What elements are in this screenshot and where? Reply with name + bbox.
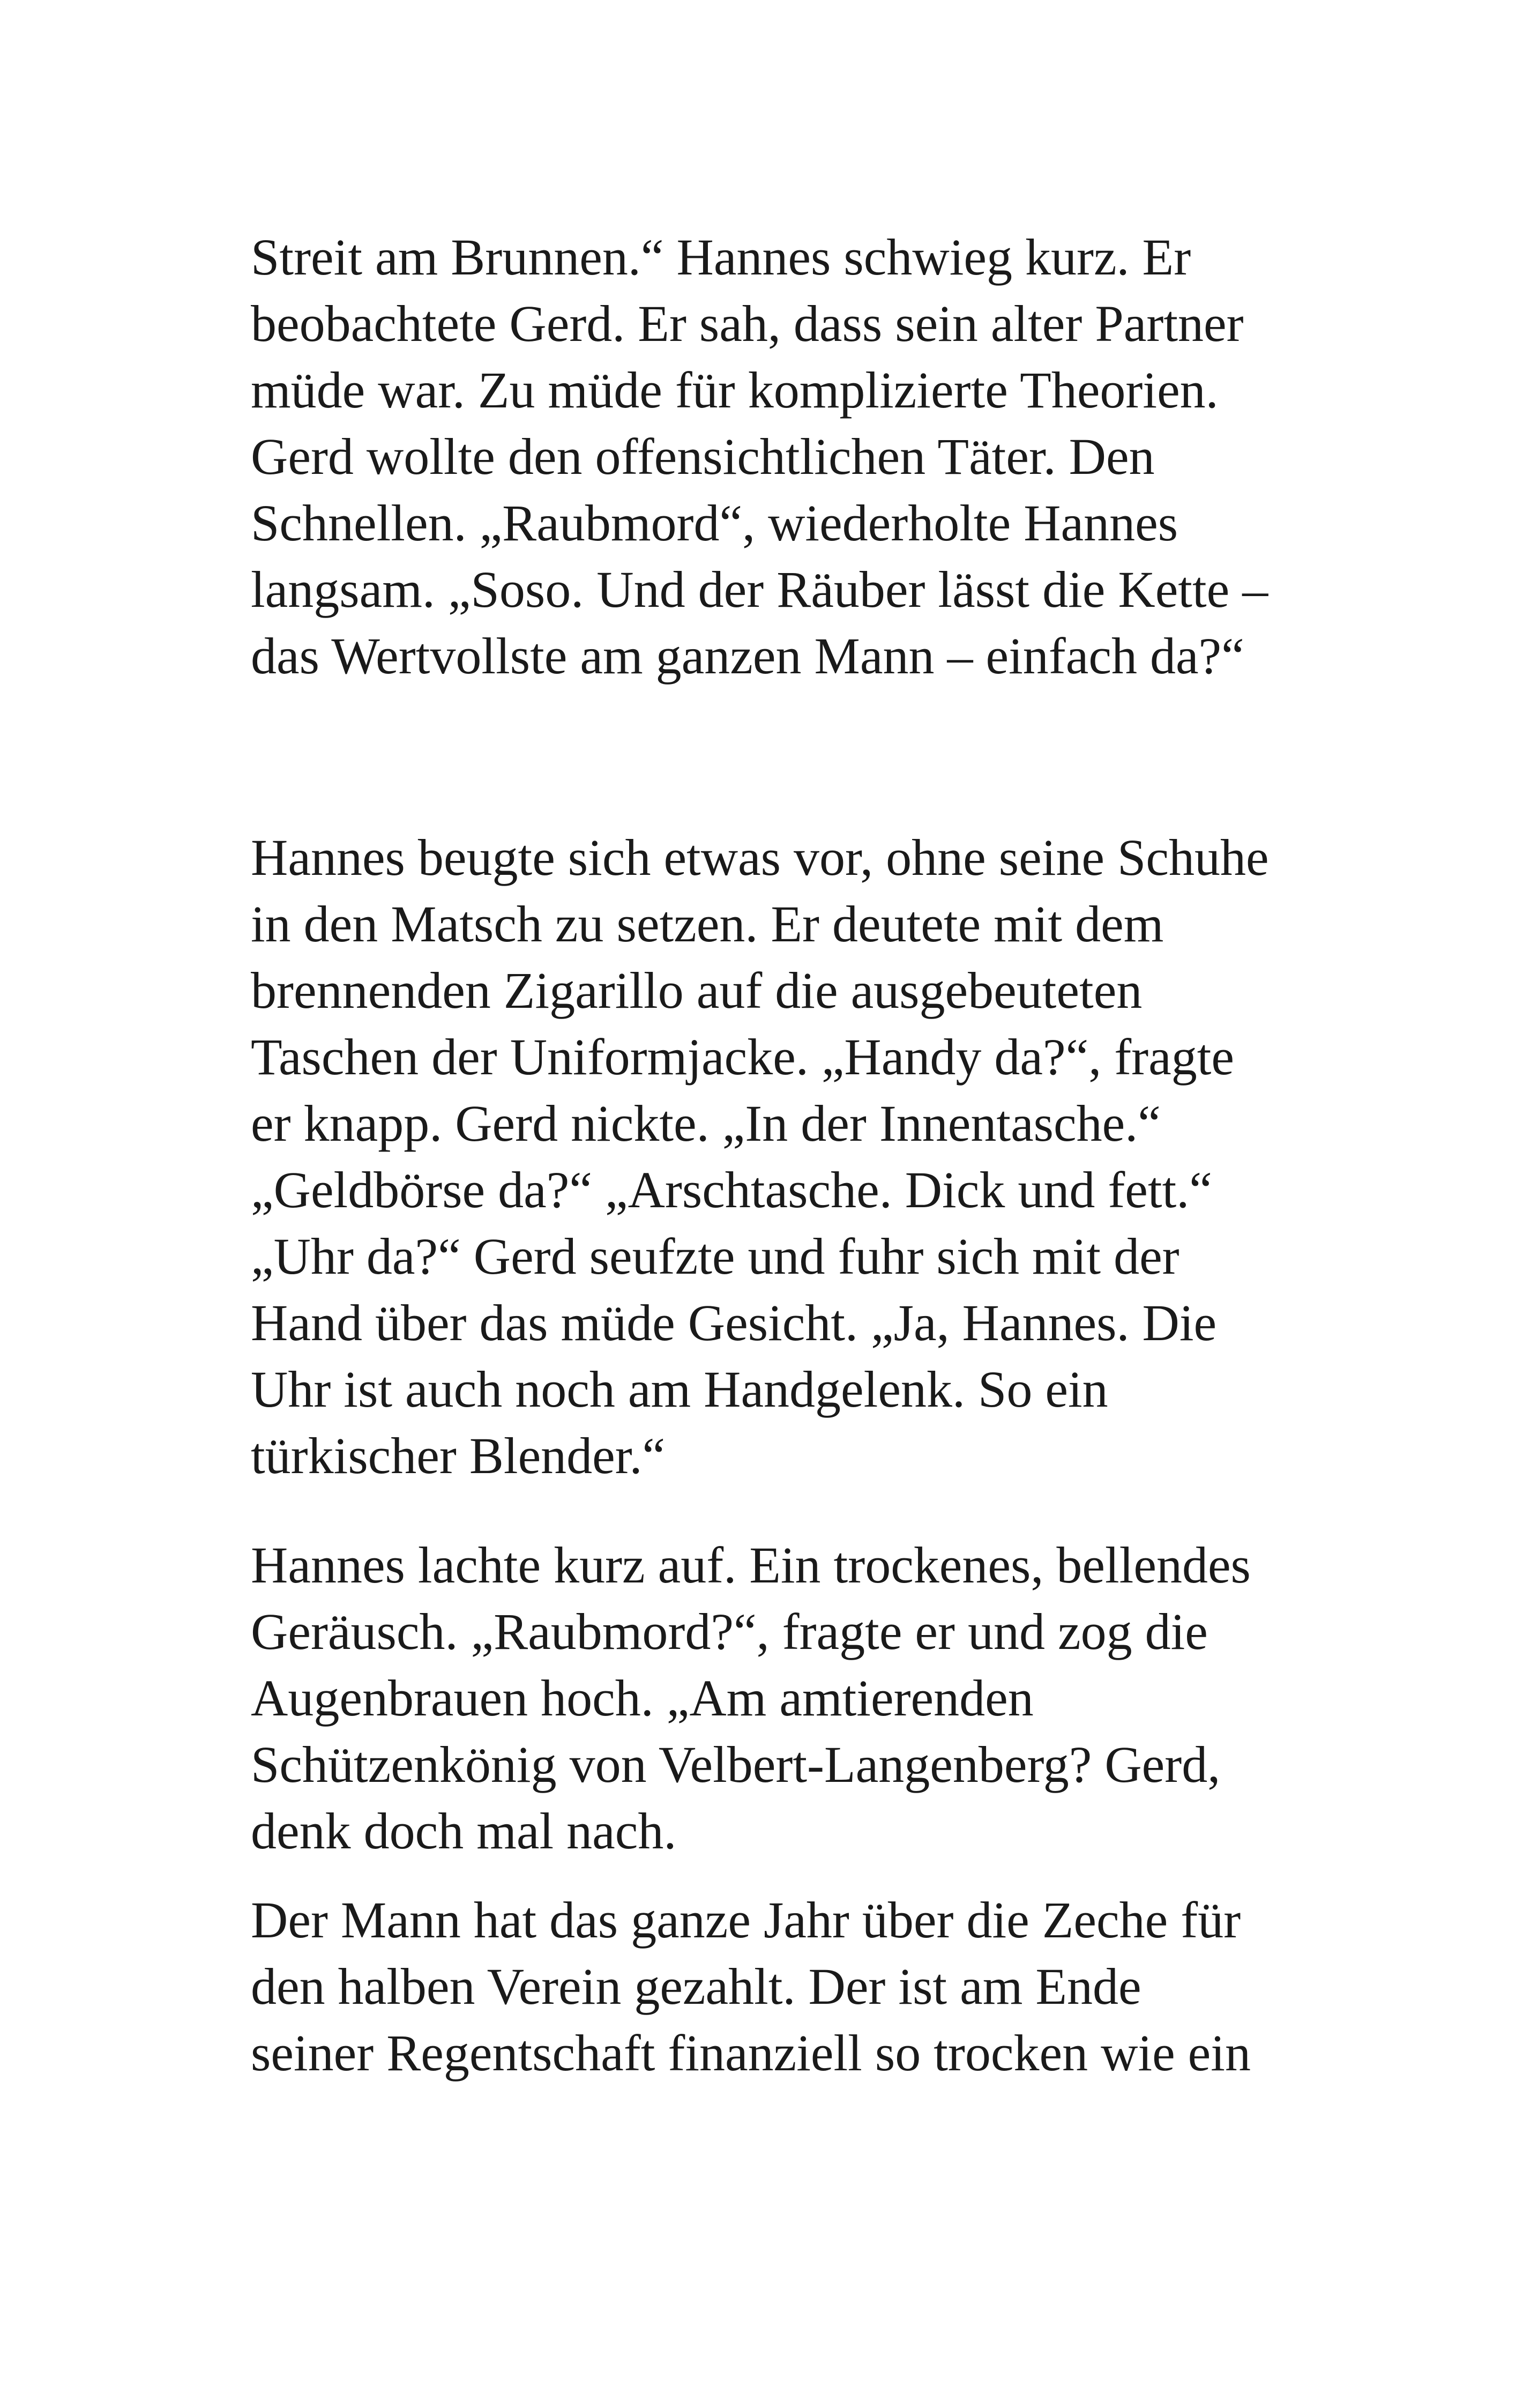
text-line: türkischer Blender.“ <box>251 1427 666 1484</box>
text-line: brennenden Zigarillo auf die ausgebeuteten <box>251 962 1143 1019</box>
text-line: „Uhr da?“ Gerd seufzte und fuhr sich mit der <box>251 1228 1179 1285</box>
text-line: Hannes beugte sich etwas vor, ohne seine Schuhe <box>251 829 1269 886</box>
text-line: Schützenkönig von Velbert-Langenberg? Gerd, <box>251 1736 1221 1793</box>
paragraph-1 <box>251 224 1376 689</box>
text-line: Hannes lachte kurz auf. Ein trockenes, bellendes <box>251 1536 1251 1594</box>
paragraph-3 <box>251 1532 1376 1864</box>
text-line: Streit am Brunnen.“ Hannes schwieg kurz. Er <box>251 228 1191 286</box>
text-line: „Geldbörse da?“ „Arschtasche. Dick und fett.“ <box>251 1161 1212 1218</box>
text-line: denk doch mal nach. <box>251 1802 677 1860</box>
text-line: den halben Verein gezahlt. Der ist am Ende <box>251 1958 1141 2015</box>
text-line: in den Matsch zu setzen. Er deutete mit dem <box>251 895 1164 953</box>
text-line: er knapp. Gerd nickte. „In der Innentasche.“ <box>251 1095 1161 1152</box>
paragraph-2 <box>251 824 1376 1489</box>
text-line: Gerd wollte den offensichtlichen Täter. Den <box>251 428 1155 485</box>
paragraph-4 <box>251 1887 1376 2086</box>
text-line: müde war. Zu müde für komplizierte Theorien. <box>251 361 1219 419</box>
text-line: seiner Regentschaft finanziell so trocken wie ein <box>251 2024 1251 2082</box>
text-line: Hand über das müde Gesicht. „Ja, Hannes. Die <box>251 1294 1217 1351</box>
text-line: beobachtete Gerd. Er sah, dass sein alter Partner <box>251 295 1244 352</box>
text-line: langsam. „Soso. Und der Räuber lässt die Kette – <box>251 561 1268 618</box>
text-line: Geräusch. „Raubmord?“, fragte er und zog die <box>251 1603 1208 1660</box>
text-line: Augenbrauen hoch. „Am amtierenden <box>251 1669 1034 1727</box>
text-line: das Wertvollste am ganzen Mann – einfach da?“ <box>251 627 1244 685</box>
text-line: Taschen der Uniformjacke. „Handy da?“, fragte <box>251 1028 1235 1086</box>
text-line: Der Mann hat das ganze Jahr über die Zeche für <box>251 1891 1241 1949</box>
text-line: Schnellen. „Raubmord“, wiederholte Hannes <box>251 494 1178 552</box>
text-line: Uhr ist auch noch am Handgelenk. So ein <box>251 1361 1108 1418</box>
